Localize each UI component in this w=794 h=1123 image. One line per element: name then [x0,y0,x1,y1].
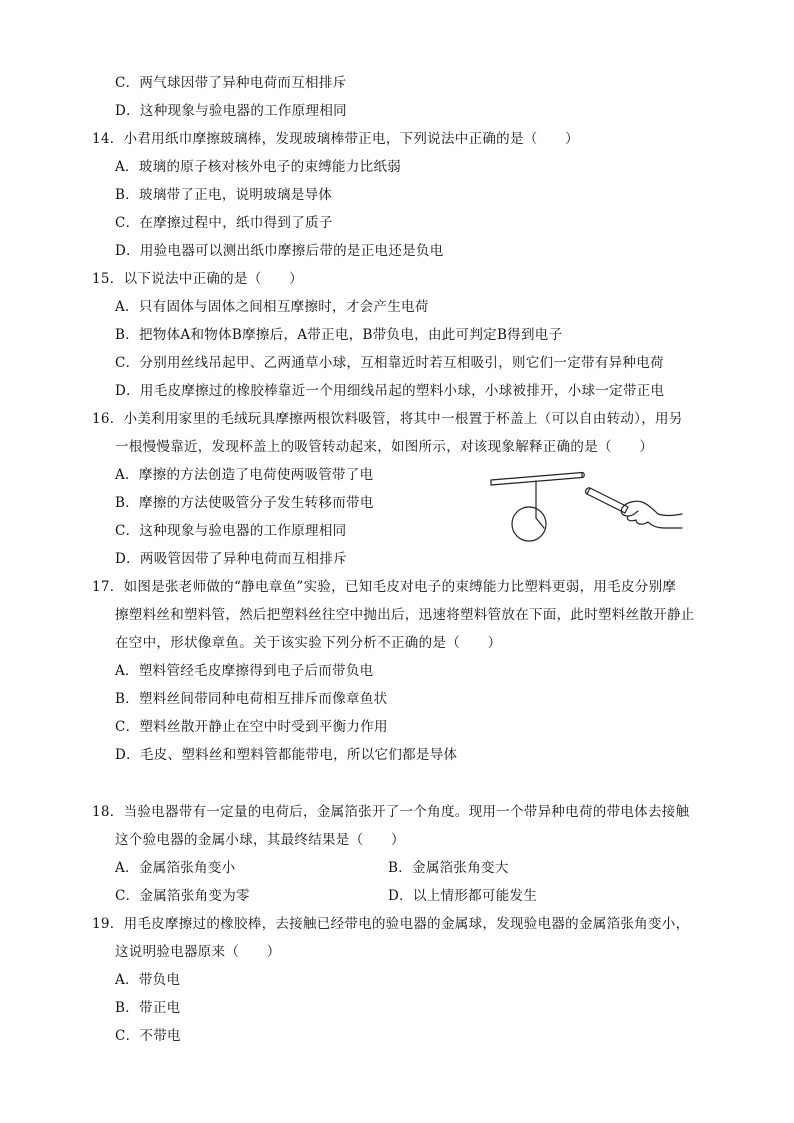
q16-option-a: A．摩擦的方法创造了电荷使两吸管带了电 [115,467,374,483]
q19-stem-line-2: 这说明验电器原来（ ） [115,944,281,960]
q18-option-c: C．金属箔张角变为零 [115,888,250,904]
q16-option-b: B．摩擦的方法使吸管分子发生转移而带电 [115,495,374,511]
q13-option-c: C．两气球因带了异种电荷而互相排斥 [115,75,347,91]
q16-option-d: D．两吸管因带了异种电荷而互相排斥 [115,551,347,567]
q18-option-b: B．金属箔张角变大 [388,860,509,876]
q16-stem-line-1: 16．小美利用家里的毛绒玩具摩擦两根饮料吸管，将其中一根置于杯盖上（可以自由转动），用另 [92,411,683,427]
q15-option-d: D．用毛皮摩擦过的橡胶棒靠近一个用细线吊起的塑料小球，小球被排开，小球一定带正电 [115,383,665,399]
q15-option-c: C．分别用丝线吊起甲、乙两通草小球，互相靠近时若互相吸引，则它们一定带有异种电荷 [115,355,664,371]
q19-option-a: A．带负电 [115,972,181,988]
q19-stem-line-1: 19．用毛皮摩擦过的橡胶棒，去接触已经带电的验电器的金属球，发现验电器的金属箔张角变小， [92,916,690,932]
q17-option-d: D．毛皮、塑料丝和塑料管都能带电，所以它们都是导体 [115,747,458,763]
q14-option-d: D．用验电器可以测出纸巾摩擦后带的是正电还是负电 [115,243,444,259]
hand-outline [621,501,682,528]
q16-option-c: C．这种现象与验电器的工作原理相同 [115,523,347,539]
q18-stem-line-2: 这个验电器的金属小球，其最终结果是（ ） [115,832,405,848]
q17-option-c: C．塑料丝散开静止在空中时受到平衡力作用 [115,719,388,735]
q14-option-c: C．在摩擦过程中，纸巾得到了质子 [115,215,333,231]
q19-option-b: B．带正电 [115,1000,181,1016]
q18-stem-line-1: 18．当验电器带有一定量的电荷后，金属箔张开了一个角度。现用一个带异种电荷的带电体去接触 [92,804,690,820]
straw-experiment-figure [486,458,686,554]
q18-option-a: A．金属箔张角变小 [115,860,236,876]
q17-option-a: A．塑料管经毛皮摩擦得到电子后而带负电 [115,663,374,679]
q13-option-d: D．这种现象与验电器的工作原理相同 [115,103,347,119]
q14-option-b: B．玻璃带了正电，说明玻璃是导体 [115,187,333,203]
q14-option-a: A．玻璃的原子核对核外电子的束缚能力比纸弱 [115,159,402,175]
q15-stem: 15．以下说法中正确的是（ ） [92,271,303,287]
q17-stem-line-1: 17．如图是张老师做的“静电章鱼”实验，已知毛皮对电子的束缚能力比塑料更弱，用毛皮分别摩 [92,579,677,595]
q17-stem-line-3: 在空中，形状像章鱼。关于该实验下列分析不正确的是（ ） [115,635,502,651]
q15-option-a: A．只有固体与固体之间相互摩擦时，才会产生电荷 [115,299,429,315]
q17-option-b: B．塑料丝间带同种电荷相互排斥而像章鱼状 [115,691,388,707]
q19-option-c: C．不带电 [115,1028,181,1044]
q14-stem: 14．小君用纸巾摩擦玻璃棒，发现玻璃棒带正电，下列说法中正确的是（ ） [92,131,579,147]
q17-stem-line-2: 擦塑料丝和塑料管，然后把塑料丝往空中抛出后，迅速将塑料管放在下面，此时塑料丝散开静止 [115,607,695,623]
q15-option-b: B．把物体A和物体B摩擦后，A带正电，B带负电，由此可判定B得到电子 [115,327,563,343]
q18-option-d: D．以上情形都可能发生 [388,888,538,904]
q16-stem-line-2: 一根慢慢靠近，发现杯盖上的吸管转动起来，如图所示，对该现象解释正确的是（ ） [115,439,654,455]
